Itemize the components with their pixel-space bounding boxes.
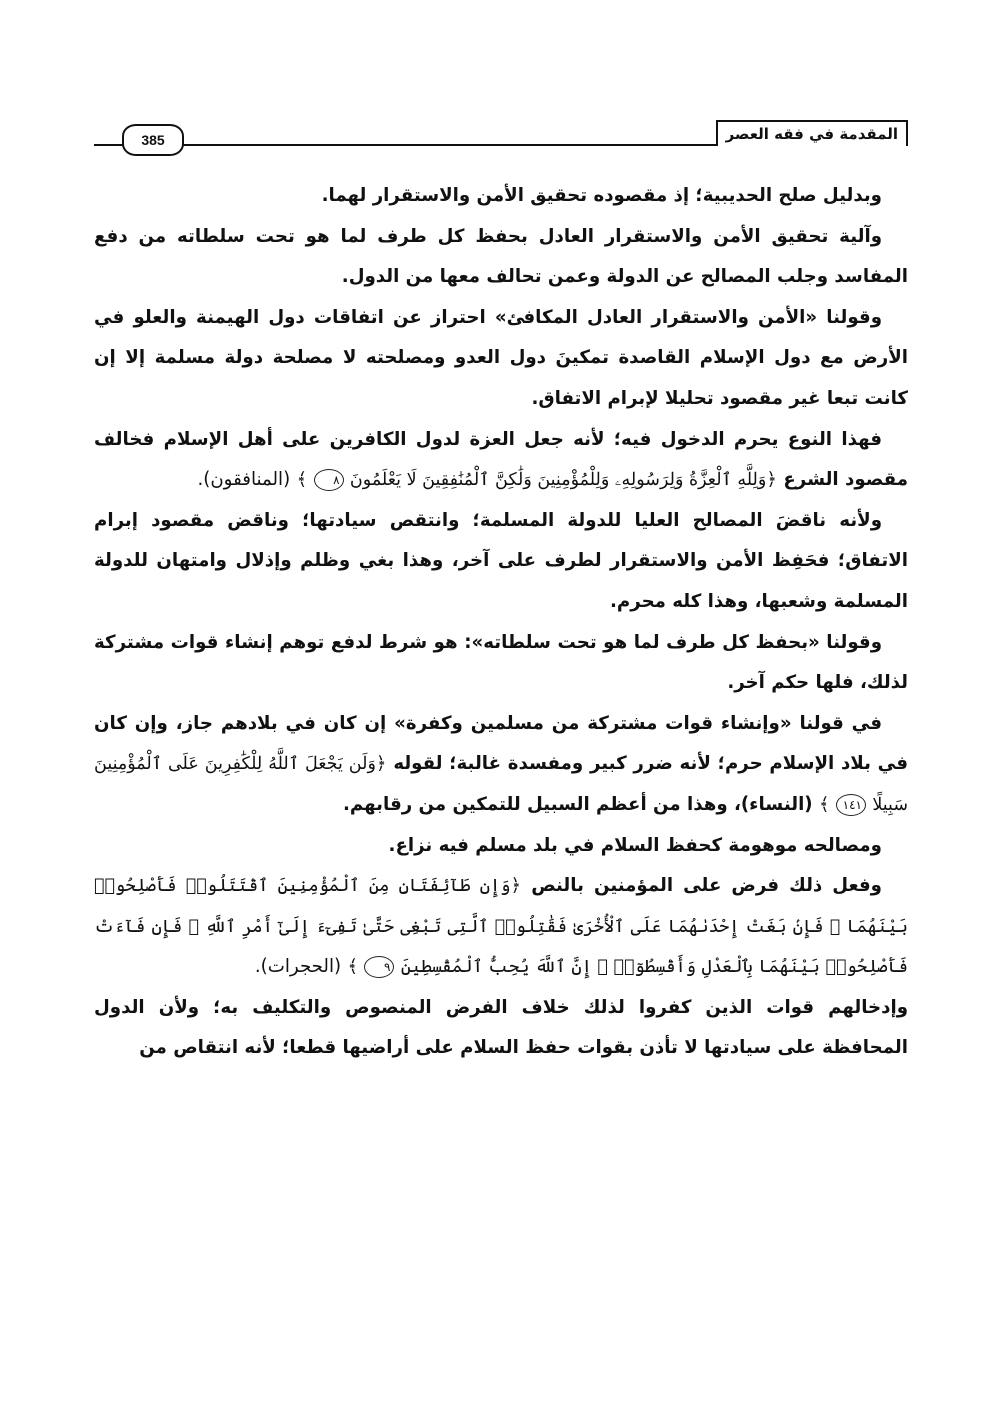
surah-reference: (الحجرات). [254,956,342,978]
paragraph-7-after: (النساء)، وهذا من أعظم السبيل للتمكين من رقابهم. [342,793,813,815]
paragraph-2 [94,217,908,298]
paragraph-8-text: ومصالحه موهومة كحفظ السلام في بلد مسلم فيه نزاع. [388,834,882,856]
running-header-title: المقدمة في فقه العصر [716,120,908,146]
ayah-number: ٨ [314,469,344,491]
paragraph-10-text: وإدخالهم قوات الذين كفروا لذلك خلاف الفرض المنصوص والتكليف به؛ ولأن الدول المحافظة على سيادتها لا تأذن بقوات حفظ السلام على أراضيها قطعا؛ لأنه انتقاص من [94,996,908,1059]
paragraph-3-text: وقولنا «الأمن والاستقرار العادل المكافئ» احتراز عن اتفاقات دول الهيمنة والعلو في الأرض مع دول الإسلام القاصدة تمكينَ دول العدو ومصلحته لا مصلحة دولة مسلمة إلا إن كانت تبعا غير مقصود تحليلا لإبرام الاتفاق. [94,306,908,409]
quran-bracket-close: ﴾ [818,793,830,815]
quran-bracket-close: ﴾ [347,956,359,978]
paragraph-9-text: وفعل ذلك فرض على المؤمنين بالنص [531,875,882,897]
paragraph-4-text: فهذا النوع يحرم الدخول فيه؛ لأنه جعل العزة لدول الكافرين على أهل الإسلام فخالف مقصود الشرع [94,428,908,491]
ayah-number: ١٤١ [836,794,866,816]
page-header [94,118,908,152]
paragraph-2-text: وآلية تحقيق الأمن والاستقرار العادل بحفظ كل طرف لما هو تحت سلطاته من دفع المفاسد وجلب المصالح عن الدولة وعمن تحالف معها من الدول. [94,225,908,288]
paragraph-1-text: وبدليل صلح الحديبية؛ إذ مقصوده تحقيق الأمن والاستقرار لهما. [321,185,882,206]
paragraph-6-text: وقولنا «بحفظ كل طرف لما هو تحت سلطاته»: هو شرط لدفع توهم إنشاء قوات مشتركة لذلك، فلها حكم آخر. [94,631,908,694]
paragraph-4 [94,420,908,501]
page-number: 385 [122,124,184,156]
quran-verse: وَإِن طَآئِفَتَانِ مِنَ ٱلْمُؤْمِنِينَ ٱقْتَتَلُوا۟ فَأَصْلِحُوا۟ بَيْنَهُمَا ۖ فَإِنۢ بَغَتْ إِحْدَىٰهُمَا عَلَى ٱلْأُخْرَىٰ فَقَٰتِلُوا۟ ٱلَّتِى تَبْغِى حَتَّىٰ تَفِىٓءَ إِلَىٰٓ أَمْرِ ٱللَّهِ ۚ فَإِن فَآءَتْ فَأَصْلِحُوا۟ بَيْنَهُمَا بِٱلْعَدْلِ وَأَقْسِطُوٓا۟ ۖ إِنَّ ٱللَّهَ يُحِبُّ ٱلْمُقْسِطِينَ [94,876,908,978]
ayah-number: ٩ [364,956,394,978]
paragraph-10 [94,988,908,1069]
paragraph-5-text: ولأنه ناقضَ المصالح العليا للدولة المسلمة؛ وانتقص سيادتها؛ وناقض مقصود إبرام الاتفاق؛ فحَفِظ الأمن والاستقرار لطرف على آخر، وهذا بغي وظلم وإذلال وامتهان للدولة المسلمة وشعبها، وهذا كله محرم. [94,509,908,612]
surah-reference: (المنافقون). [197,469,291,491]
paragraph-3 [94,298,908,420]
quran-bracket-open: ﴿ [375,753,387,775]
paragraph-7-text: في قولنا «وإنشاء قوات مشتركة من مسلمين وكفرة» إن كان في بلادهم جاز، وإن كان في بلاد الإسلام حرم؛ لأنه ضرر كبير ومفسدة غالبة؛ لقوله [94,712,908,775]
quran-verse: وَلَن يَجْعَلَ ٱللَّهُ لِلْكَٰفِرِينَ عَلَى ٱلْمُؤْمِنِينَ سَبِيلًا [94,754,908,815]
paragraph-7 [94,704,908,826]
quran-bracket-close: ﴾ [296,469,308,491]
quran-verse: وَلِلَّهِ ٱلْعِزَّةُ وَلِرَسُولِهِۦ وَلِلْمُؤْمِنِينَ وَلَٰكِنَّ ٱلْمُنَٰفِقِينَ لَا يَعْلَمُونَ [349,470,767,491]
paragraph-9 [94,866,908,988]
paragraph-8 [94,826,908,867]
page-body [94,176,908,1069]
quran-bracket-open: ﴿ [766,469,777,491]
quran-bracket-open: ﴿ [510,875,522,897]
paragraph-5 [94,501,908,623]
paragraph-6 [94,623,908,704]
paragraph-1 [94,176,908,217]
